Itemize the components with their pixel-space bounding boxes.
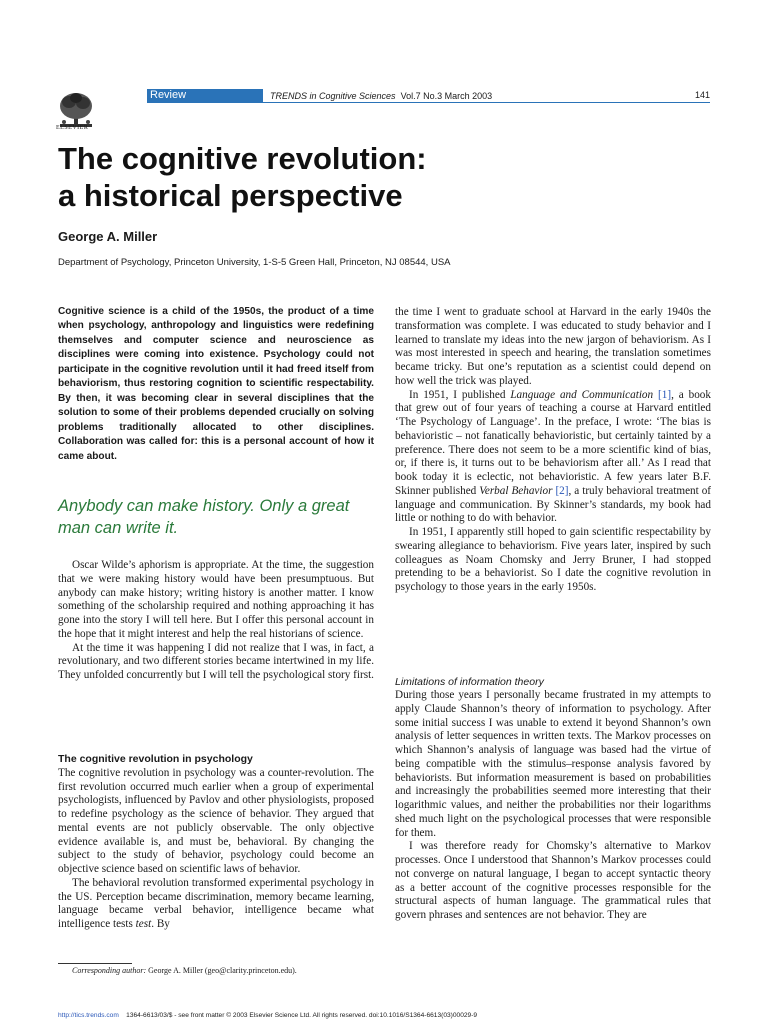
title-line-2: a historical perspective — [58, 178, 403, 213]
paragraph: In 1951, I apparently still hoped to gain scientific respectability by swearing allegiance to behaviorism. Five years later, inspired by such colleagues as Noam Chomsky and Jerry Bruner, I had stopped pretending to be a behaviorist. So I date the cognitive revolution in psychology to those years in the early 1950s. — [395, 526, 711, 593]
right-column-section — [395, 675, 711, 923]
section-heading: The cognitive revolution in psychology — [58, 753, 253, 765]
paragraph: The cognitive revolution in psychology was a counter-revolution. The first revolution occurred much earlier when a group of experimental psychologists, influenced by Pavlov and other physiologists, proposed to redefine psychology as the science of behavior. They argued that mental events are not publicly observable. The only objective evidence available is, and must be, behavioral. By changing the subject to the study of behavior, psychology could become an objective science based on scientific laws of behavior. — [58, 766, 374, 875]
left-column-intro — [58, 559, 374, 683]
journal-volume: Vol.7 No.3 March 2003 — [400, 91, 493, 101]
reference-link[interactable]: [1] — [658, 388, 672, 401]
page-number: 141 — [694, 90, 710, 100]
paragraph: During those years I personally became frustrated in my attempts to apply Claude Shannon’s theory of information to psychology. After some initial success I was unable to extend it beyond Shannon’s own analysis of letter sequences in written texts. The Markov processes on which Shannon’s analysis of language was based had the virtue of being compatible with the stimulus–response analysis favored by behaviorists. But information measurement is based on probabilities and increasingly the probabilities seemed more interesting that their logarithmic values, and neither the probabilities nor their logarithms shed much light on the psychological processes that were responsible for them. — [395, 689, 711, 839]
journal-info — [270, 91, 492, 101]
section-tab: Review — [147, 89, 263, 102]
journal-name: TRENDS in Cognitive Sciences — [270, 91, 396, 101]
copyright-line: 1364-6613/03/$ - see front matter © 2003 Elsevier Science Ltd. All rights reserved. doi:10.1016/S1364-6613(03)00029-9 — [126, 1012, 478, 1019]
journal-url-link[interactable]: http://tics.trends.com — [58, 1012, 119, 1019]
author-affiliation: Department of Psychology, Princeton University, 1-S-5 Green Hall, Princeton, NJ 08544, USA — [58, 257, 451, 268]
paragraph: The behavioral revolution transformed experimental psychology in the US. Perception became discrimination, memory became learning, language became verbal behavior, intelligence became what intelligence tests test. By — [58, 876, 374, 930]
pull-quote: Anybody can make history. Only a great man can write it. — [58, 497, 350, 537]
paragraph: In 1951, I published Language and Communication [1], a book that grew out of four years of teaching a course at Harvard entitled ‘The Psychology of Language’. In the preface, I wrote: ‘The bias is behavioristic – not fanatically behavioristic, but certainly tainted by a preference. There does not seem to be a more scientific kind of bias, or, if there is, it turns out to be behaviorism after all.’ As I read that book today it is eclectic, not behavioristic. A few years later B.F. Skinner published Verbal Behavior [2], a truly behavioral treatment of language and communication. By Skinner’s standards, my book had little or nothing to do with behavior. — [395, 388, 712, 525]
paragraph: the time I went to graduate school at Harvard in the early 1940s the transformation was complete. I was educated to study behavior and I learned to translate my ideas into the new jargon of behaviorism. As I was most interested in speech and hearing, the translation sometimes became tricky. But one’s reputation as a scientist could depend on how well the trick was played. — [395, 306, 711, 387]
paragraph: I was therefore ready for Chomsky’s alternative to Markov processes. Once I understood that Shannon’s Markov processes could not converge on natural language, I began to accept syntactic theory as a better account of the cognitive processes responsible for the structural aspects of human language. The grammatical rules that govern phrases and sentences are not behavior. They are — [395, 840, 711, 921]
title-line-1: The cognitive revolution: — [58, 141, 427, 176]
footnote-label: Corresponding author: — [72, 966, 147, 975]
page-footer — [58, 1012, 477, 1019]
right-column-top — [395, 306, 711, 595]
footnote — [72, 966, 297, 975]
paragraph: At the time it was happening I did not realize that I was, in fact, a revolutionary, and two different stories became intertwined in my life. They unfolded concurrently but I will tell the psychological story first. — [58, 641, 374, 681]
footnote-rule — [58, 963, 132, 964]
left-column-section — [58, 753, 374, 932]
abstract: Cognitive science is a child of the 1950s, the product of a time when psychology, anthropology and linguistics were redefining themselves and computer science and neuroscience as disciplines were coming into existence. Psychology could not participate in the cognitive revolution until it had freed itself from behaviorism, thus restoring cognition to scientific respectability. By then, it was becoming clear in several disciplines that the solution to some of their problems depended crucially on solving problems traditionally allocated to other disciplines. Collaboration was called for: this is a personal account of how it came about. — [58, 306, 374, 462]
reference-link[interactable]: [2] — [555, 484, 569, 497]
author-name: George A. Miller — [58, 229, 158, 244]
footnote-text: George A. Miller (geo@clarity.princeton.edu). — [146, 966, 297, 975]
section-heading: Limitations of information theory — [395, 676, 544, 688]
paragraph: Oscar Wilde’s aphorism is appropriate. At the time, the suggestion that we were making history would have been presumptuous. But anybody can make history; writing history is another matter. I know something of the scholarship required and nothing approaching it has gone into the story I will tell here. But I offer this personal account in the hope that it might interest and help the real historians of science. — [58, 559, 374, 640]
publisher-name: ELSEVIER — [56, 125, 89, 131]
article-title — [58, 140, 718, 214]
